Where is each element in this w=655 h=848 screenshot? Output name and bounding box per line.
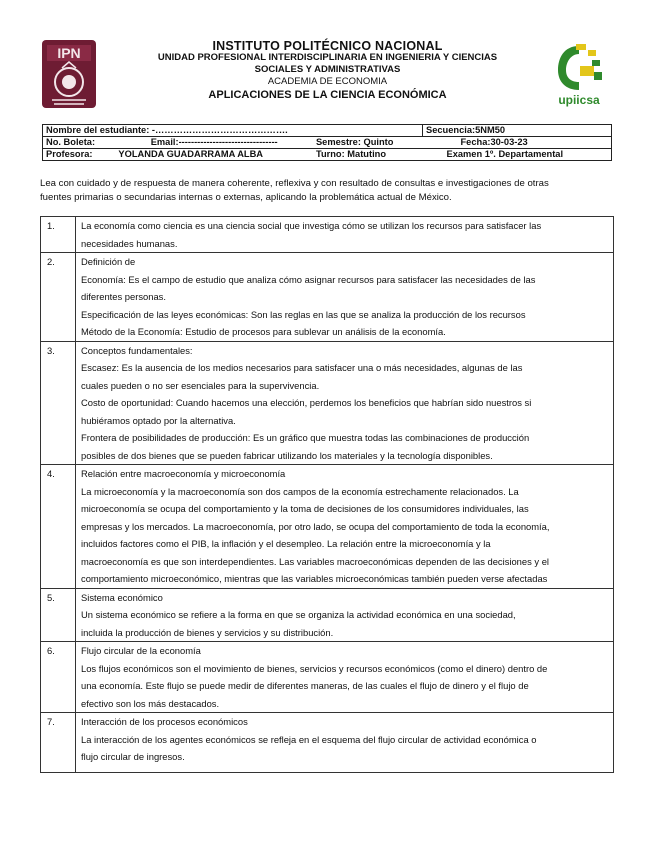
teacher-label: Profesora: bbox=[43, 149, 116, 161]
item-text-line: Los flujos económicos son el movimiento de bienes, servicios y recursos económicos (como el dinero) dentro de bbox=[81, 662, 548, 674]
item-text-line: posibles de dos bienes que se pueden fabricar utilizando los materiales y la tecnología disponibles. bbox=[81, 449, 493, 461]
item-text-line: una economía. Este flujo se puede medir de diferentes maneras, de las cuales el flujo de dinero y el flujo de bbox=[81, 680, 529, 691]
table-row bbox=[41, 713, 614, 773]
table-row bbox=[41, 341, 614, 465]
item-text-line: macroeconomía es que son interdependientes. Las variables macroeconómicas dependen de las decisiones y el bbox=[81, 555, 549, 567]
item-text-line: Especificación de las leyes económicas: Son las reglas en las que se analiza la producción de los recursos bbox=[81, 308, 526, 320]
item-text-line: diferentes personas. bbox=[81, 291, 166, 302]
item-text-line: cuales pueden o no ser esenciales para la supervivencia. bbox=[81, 379, 320, 391]
item-text-line: Un sistema económico se refiere a la forma en que se organiza la actividad económica en una sociedad, bbox=[81, 609, 516, 620]
date-field: Fecha:30-03-23 bbox=[423, 137, 612, 149]
item-text-line: Método de la Economía: Estudio de procesos para sublevar un análisis de la economía. bbox=[81, 326, 446, 337]
item-text-line: incluidos factores como el PIB, la inflación y el desempleo. La relación entre la microeconomía y la bbox=[81, 538, 491, 549]
item-text-line: La interacción de los agentes económicos se refleja en el esquema del flujo circular de actividad económica o bbox=[81, 733, 537, 745]
boleta-label: No. Boleta: bbox=[43, 137, 116, 149]
table-row bbox=[41, 465, 614, 589]
instructions bbox=[40, 177, 615, 205]
instructions-line: fuentes primarias o secundarias internas o externas, aplicando la problemática actual de México. bbox=[40, 192, 452, 203]
item-text-line: necesidades humanas. bbox=[81, 237, 178, 249]
course-title: APLICACIONES DE LA CIENCIA ECONÓMICA bbox=[208, 89, 447, 101]
item-number: 4. bbox=[47, 468, 55, 479]
instructions-line: Lea con cuidado y de respuesta de manera coherente, reflexiva y con resultado de consultas e investigaciones de otras bbox=[40, 178, 549, 189]
shift-field: Turno: Matutino bbox=[313, 149, 423, 161]
item-text-line: Definición de bbox=[81, 256, 136, 267]
email-field: Email:-------------------------------- bbox=[115, 137, 313, 149]
item-number: 5. bbox=[47, 591, 55, 603]
table-row bbox=[41, 217, 614, 253]
item-number: 6. bbox=[47, 645, 55, 656]
semester-field: Semestre: Quinto bbox=[313, 137, 423, 149]
table-row bbox=[41, 253, 614, 342]
table-row bbox=[41, 642, 614, 713]
table-row bbox=[41, 588, 614, 642]
item-text-line: flujo circular de ingresos. bbox=[81, 751, 185, 762]
item-text-line: Costo de oportunidad: Cuando hacemos una elección, perdemos los beneficios que habrían sido nuestros si bbox=[81, 397, 532, 408]
student-name-field: Nombre del estudiante: -……………………………………. bbox=[43, 125, 423, 137]
item-text-line: La economía como ciencia es una ciencia social que investiga cómo se utilizan los recursos para satisfacer las bbox=[81, 220, 542, 231]
exam-field: Examen 1º. Departamental bbox=[423, 149, 612, 161]
item-text-line: Conceptos fundamentales: bbox=[81, 344, 193, 356]
upiicsa-logo bbox=[550, 40, 608, 112]
item-number: 3. bbox=[47, 344, 55, 356]
item-text-line: Relación entre macroeconomía y microeconomía bbox=[81, 468, 286, 479]
item-text-line: Escasez: Es la ausencia de los medios necesarios para satisfacer una o más necesidades, algunas de las bbox=[81, 362, 523, 373]
item-text-line: incluida la producción de bienes y servicios y su distribución. bbox=[81, 626, 334, 638]
item-text-line: microeconomía se ocupa del comportamiento y la toma de decisiones de los consumidores individuales, las bbox=[81, 503, 529, 514]
item-number: 7. bbox=[47, 716, 55, 727]
item-number: 1. bbox=[47, 220, 55, 231]
item-text-line: comportamiento microeconómico, mientras que las variables microeconómicas también pueden verse afectadas bbox=[81, 573, 548, 584]
sequence-field: Secuencia:5NM50 bbox=[423, 125, 612, 137]
item-text-line: La microeconomía y la macroeconomía son dos campos de la economía estrechamente relacionados. La bbox=[81, 485, 519, 497]
teacher-name: YOLANDA GUADARRAMA ALBA bbox=[115, 149, 313, 161]
item-text-line: Interacción de los procesos económicos bbox=[81, 716, 248, 727]
item-text-line: empresas y los mercados. La macroeconomía, por otro lado, se ocupa del comportamiento de toda la economía, bbox=[81, 520, 550, 532]
unit-name-line1: UNIDAD PROFESIONAL INTERDISCIPLINARIA EN INGENIERIA Y CIENCIAS bbox=[157, 52, 498, 63]
institution-name: INSTITUTO POLITÉCNICO NACIONAL bbox=[212, 39, 443, 53]
questions-table bbox=[40, 216, 614, 773]
svg-text:IPN: IPN bbox=[57, 45, 81, 61]
item-text-line: Frontera de posibilidades de producción: Es un gráfico que muestra todas las combinaciones de producción bbox=[81, 432, 530, 443]
academy-name: ACADEMIA DE ECONOMIA bbox=[267, 76, 388, 87]
ipn-logo bbox=[40, 38, 98, 110]
item-text-line: efectivo son los más destacados. bbox=[81, 697, 220, 709]
student-info-table bbox=[42, 124, 612, 161]
item-text-line: Flujo circular de la economía bbox=[81, 645, 201, 656]
item-text-line: Economía: Es el campo de estudio que analiza cómo asignar recursos para satisfacer las necesidades de las bbox=[81, 273, 536, 285]
document-header bbox=[110, 40, 545, 101]
row-spacer bbox=[81, 766, 609, 772]
item-number: 2. bbox=[47, 256, 55, 267]
item-text-line: hubiéramos optado por la alternativa. bbox=[81, 414, 236, 426]
item-text-line: Sistema económico bbox=[81, 591, 163, 603]
svg-text:upiicsa: upiicsa bbox=[558, 93, 600, 107]
unit-name-line2: SOCIALES Y ADMINISTRATIVAS bbox=[254, 64, 401, 75]
